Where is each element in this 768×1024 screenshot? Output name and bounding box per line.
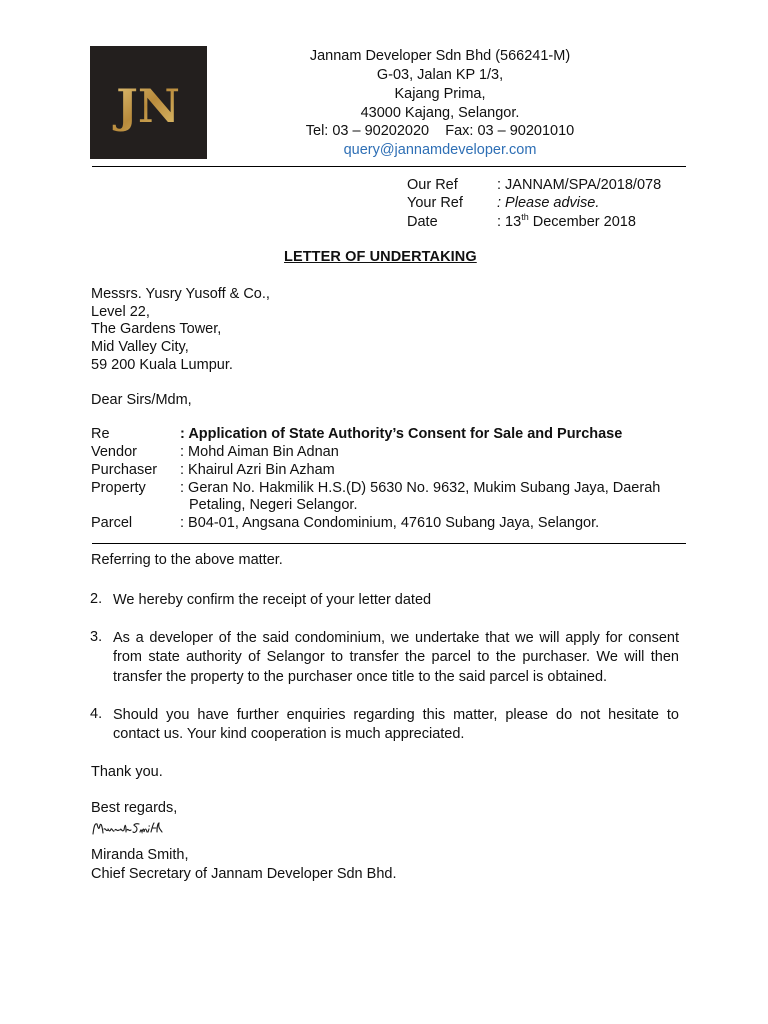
re-label: Re [91, 426, 110, 442]
recipient-line-3: The Gardens Tower, [91, 321, 222, 337]
address-line-1: G-03, Jalan KP 1/3, [376, 67, 504, 83]
purchaser-label: Purchaser [91, 462, 158, 478]
signatory-title: Chief Secretary of Jannam Developer Sdn Bhd. [91, 866, 397, 882]
paragraph-2-number: 2. [90, 591, 103, 607]
vendor-value: : Mohd Aiman Bin Adnan [180, 444, 339, 460]
company-logo [90, 46, 207, 159]
closing-line: Best regards, [91, 800, 178, 816]
signature-icon [91, 820, 191, 838]
signatory-name: Miranda Smith, [91, 847, 189, 863]
salutation: Dear Sirs/Mdm, [91, 392, 192, 408]
paragraph-4-text: Should you have further enquiries regarding this matter, please do not hesitate to contact us. Your kind cooperation is much appreciated. [113, 707, 679, 743]
vendor-label: Vendor [91, 444, 137, 460]
your-ref-label: Your Ref [407, 195, 463, 211]
date-value [497, 214, 636, 230]
date-row [407, 214, 636, 230]
handwritten-signature [91, 820, 191, 842]
telephone: Tel: 03 – 90202020 [305, 123, 430, 139]
our-ref-row [407, 177, 661, 193]
email-link[interactable]: query@jannamdeveloper.com [343, 142, 537, 158]
property-label: Property [91, 480, 146, 496]
recipient-line-4: Mid Valley City, [91, 339, 189, 355]
logo-monogram-icon [90, 46, 207, 159]
your-ref-row [407, 195, 599, 211]
our-ref-label: Our Ref [407, 177, 458, 193]
fax: Fax: 03 – 90201010 [445, 123, 575, 139]
subject-divider [92, 543, 686, 544]
company-name: Jannam Developer Sdn Bhd (566241-M) [309, 48, 571, 64]
parcel-label: Parcel [91, 515, 133, 531]
header-divider [92, 166, 686, 167]
address-line-3: 43000 Kajang, Selangor. [360, 105, 520, 121]
property-value-line-2: Petaling, Negeri Selangor. [189, 497, 358, 513]
contact-line [250, 123, 630, 139]
paragraph-3-number: 3. [90, 629, 103, 645]
recipient-line-1: Messrs. Yusry Yusoff & Co., [91, 286, 270, 302]
paragraph-2-text: We hereby confirm the receipt of your letter dated [113, 592, 432, 608]
address-line-2: Kajang Prima, [394, 86, 486, 102]
email-line [250, 142, 630, 158]
date-suffix-sup: th [521, 212, 529, 223]
date-day: : 13 [497, 214, 522, 230]
letter-title: LETTER OF UNDERTAKING [284, 249, 477, 265]
logo-text: JN [116, 79, 180, 133]
re-value: : Application of State Authority’s Consent for Sale and Purchase [180, 426, 623, 442]
recipient-line-2: Level 22, [91, 304, 150, 320]
thanks-line: Thank you. [91, 764, 163, 780]
intro-paragraph: Referring to the above matter. [91, 552, 283, 568]
parcel-value: : B04-01, Angsana Condominium, 47610 Subang Jaya, Selangor. [180, 515, 600, 531]
recipient-line-5: 59 200 Kuala Lumpur. [91, 357, 233, 373]
paragraph-3-text: As a developer of the said condominium, we undertake that we will apply for consent from state authority of Selangor to transfer the parcel to the purchaser. We will then transfer the property to the purchaser once title to the said parcel is obtained. [113, 630, 679, 685]
purchaser-value: : Khairul Azri Bin Azham [180, 462, 335, 478]
property-value-line-1: : Geran No. Hakmilik H.S.(D) 5630 No. 9632, Mukim Subang Jaya, Daerah [180, 480, 661, 496]
date-month-year: December 2018 [528, 214, 636, 230]
date-label: Date [407, 214, 438, 230]
your-ref-value: : Please advise. [497, 195, 600, 211]
paragraph-4-number: 4. [90, 706, 103, 722]
our-ref-value: : JANNAM/SPA/2018/078 [497, 177, 662, 193]
